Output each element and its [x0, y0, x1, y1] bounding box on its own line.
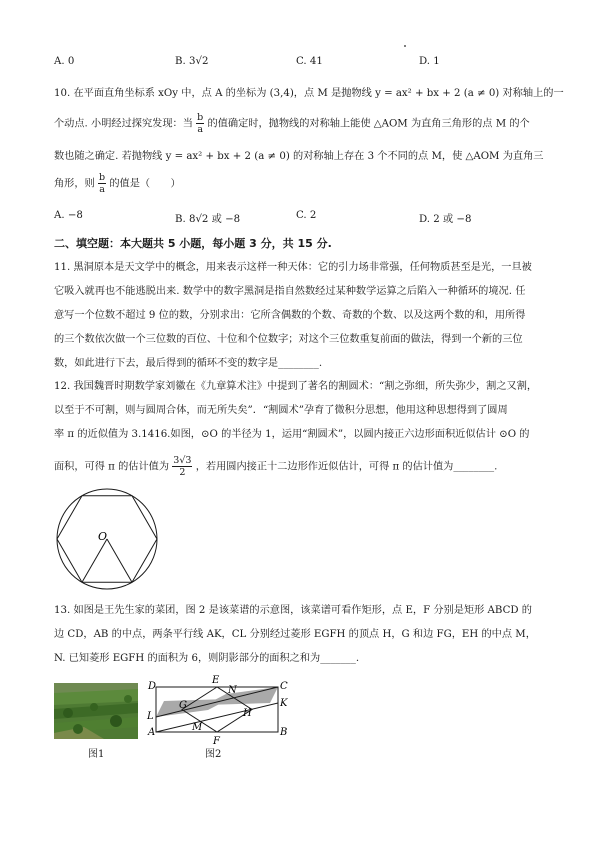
stray-dot [404, 45, 406, 47]
q9-option-b-prefix: B. [175, 56, 186, 67]
label-m: M [192, 722, 203, 733]
label-d: D [148, 681, 157, 692]
label-a: A [148, 727, 156, 738]
section-heading: 二、填空题：本大题共 5 小题，每小题 3 分，共 15 分. [54, 237, 332, 250]
q10-line2 [54, 112, 530, 135]
q12-line3: 率 π 的近似值为 3.1416.如图，⊙O 的半径为 1，运用“割圆术”，以圆内接正六边形面积近似估计 ⊙O 的 [54, 429, 530, 440]
q12-line4-end: ，若用圆内接正十二边形作近似估计，可得 π 的估计值为________. [195, 461, 498, 473]
label-b: B [280, 727, 288, 738]
q10-line3: 数也随之确定. 若抛物线 y = ax² + bx + 2 (a ≠ 0) 的对称轴上存在 3 个不同的点 M，使 △AOM 为直角三 [54, 151, 544, 162]
q10-line1: 10. 在平面直角坐标系 xOy 中，点 A 的坐标为 (3,4)，点 M 是抛物线 y = ax² + bx + 2 (a ≠ 0) 对称轴上的一 [54, 88, 564, 99]
radius-line-right [107, 539, 132, 582]
label-e: E [212, 675, 220, 686]
q10-option-c: C. 2 [296, 210, 317, 221]
q10-line4-start: 角形，则 [54, 178, 95, 190]
q11-line: 数，如此进行下去，最后得到的循环不变的数字是________. [54, 358, 323, 369]
q11-line: 它吸入就再也不能逃脱出来. 数学中的数字黑洞是指自然数经过某种数学运算之后陷入一种循环的境况. 任 [54, 286, 526, 297]
q12-line4-start: 面积，可得 π 的估计值为 [54, 461, 170, 473]
q10-option-b: B. 8√2 或 −8 [175, 214, 241, 225]
q9-option-a: A. 0 [54, 56, 75, 67]
rectangle-rhombus-figure [146, 672, 296, 748]
q10-line2-start: 个动点. 小明经过探究发现：当 [54, 118, 193, 130]
label-n: N [228, 685, 237, 696]
label-g: G [179, 700, 187, 711]
q10-option-a: A. −8 [54, 210, 83, 221]
label-c: C [280, 681, 288, 692]
fraction-numerator: 3√3 [173, 455, 192, 466]
q10-option-d: D. 2 或 −8 [419, 214, 472, 225]
fraction-numerator: b [99, 172, 106, 183]
q13-line: N. 已知菱形 EGFH 的面积为 6，则阴影部分的面积之和为_______. [54, 653, 360, 664]
q9-option-d: D. 1 [419, 56, 440, 67]
q10-fraction-b-over-a-2 [98, 172, 106, 195]
center-label-o: O [98, 530, 108, 543]
fraction-denominator: 2 [179, 467, 186, 478]
q11-line: 的三个数依次做一个三位数的百位、十位和个位数字；对这个三位数重复前面的做法，得到一个新的三位 [54, 334, 523, 345]
q12-line1: 12. 我国魏晋时期数学家刘徽在《九章算术注》中提到了著名的割圆术：“割之弥细，所失弥少，割之又割， [54, 381, 538, 392]
caption-figure1: 图1 [88, 749, 105, 760]
label-k: K [280, 698, 288, 709]
vegetable-garden-photo [54, 683, 138, 739]
q10-line4 [54, 172, 181, 195]
fraction-denominator: a [197, 124, 204, 135]
q12-line2: 以至于不可割，则与圆周合体，而无所失矣”．“割圆术”孕育了微积分思想，他用这种思想得到了圆周 [54, 405, 508, 416]
caption-figure2: 图2 [205, 749, 222, 760]
fraction-denominator: a [99, 184, 105, 195]
q12-line4 [54, 455, 497, 478]
label-f: F [213, 736, 220, 747]
q10-line4-end: 的值是（ ） [109, 178, 181, 190]
q12-fraction-3sqrt3-over-2 [172, 455, 192, 478]
q9-option-c: C. 41 [296, 56, 323, 67]
fraction-numerator: b [197, 112, 204, 123]
q9-option-b [175, 56, 208, 67]
q10-line2-end: 的值确定时，抛物线的对称轴上能使 △AOM 为直角三角形的点 M 的个 [207, 118, 530, 130]
q11-line: 11. 黑洞原本是天文学中的概念，用来表示这样一种天体：它的引力场非常强，任何物质甚至是光，一旦被 [54, 262, 532, 273]
q9-option-b-value: 3√2 [188, 56, 209, 67]
q13-line: 13. 如图是王先生家的菜团，图 2 是该菜谱的示意图，该菜谱可看作矩形，点 E，F 分别是矩形 ABCD 的 [54, 605, 532, 616]
q13-line: 边 CD，AB 的中点，两条平行线 AK，CL 分别经过菱形 EGFH 的顶点 H，G 和边 FG，EH 的中点 M， [54, 629, 536, 640]
label-l: L [147, 711, 154, 722]
inscribed-hexagon-figure [54, 486, 160, 592]
q11-line: 意写一个位数不超过 9 位的数，分别求出：它所含偶数的个数、奇数的个数、以及这两个数的和，用所得 [54, 310, 526, 321]
label-h: H [243, 708, 252, 719]
radius-line-left [82, 539, 107, 582]
q10-fraction-b-over-a [196, 112, 204, 135]
